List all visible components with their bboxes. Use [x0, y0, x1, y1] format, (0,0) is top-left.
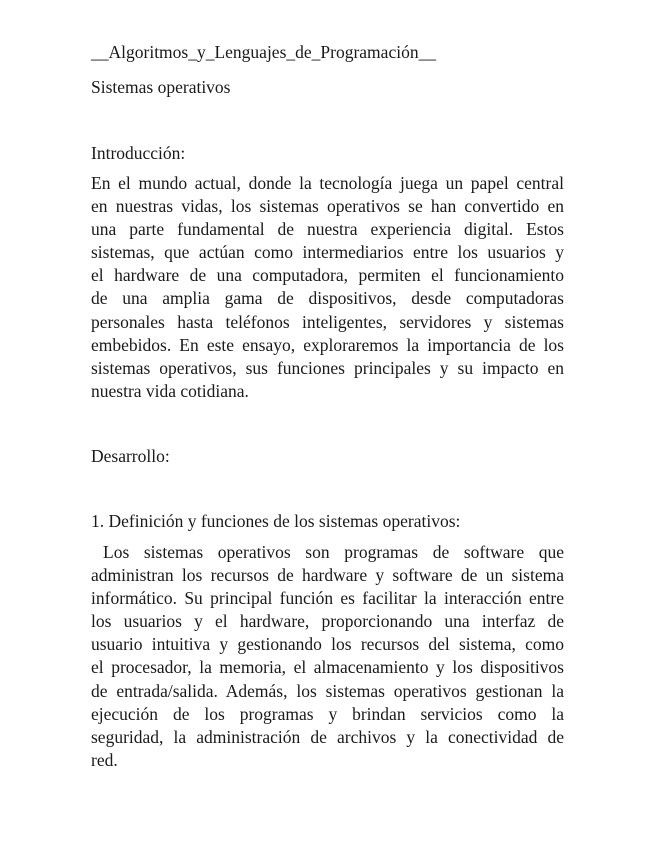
section-heading-introduccion: Introducción:	[91, 143, 186, 163]
paragraph-line: de entrada/salida. Además, los sistemas operativos gestionan la	[91, 680, 564, 701]
paragraph-line: nuestra vida cotidiana.	[91, 380, 249, 401]
paragraph-line: red.	[91, 749, 118, 770]
paragraph-line: En el mundo actual, donde la tecnología juega un papel central	[91, 173, 564, 193]
paragraph-line: administran los recursos de hardware y software de un sistema	[91, 565, 564, 586]
paragraph-line: el procesador, la memoria, el almacenamiento y los dispositivos	[91, 657, 564, 678]
section-heading-definicion: 1. Definición y funciones de los sistemas operativos:	[91, 511, 461, 531]
paragraph-line: seguridad, la administración de archivos y la conectividad de	[91, 726, 564, 747]
paragraph-line: ejecución de los programas y brindan servicios como la	[91, 703, 564, 724]
paragraph-line: informático. Su principal función es facilitar la interacción entre	[91, 588, 564, 609]
document-subtitle: Sistemas operativos	[91, 77, 231, 97]
paragraph-line: usuario intuitiva y gestionando los recursos del sistema, como	[91, 634, 564, 655]
paragraph-line: sistemas, que actúan como intermediarios entre los usuarios y	[91, 242, 564, 263]
paragraph-line: sistemas operativos, sus funciones principales y su impacto en	[91, 357, 564, 378]
paragraph-introduccion	[91, 172, 564, 403]
document-title: __Algoritmos_y_Lenguajes_de_Programación__	[91, 42, 437, 62]
paragraph-definicion	[91, 541, 564, 772]
section-heading-desarrollo: Desarrollo:	[91, 446, 170, 466]
paragraph-line: de una amplia gama de dispositivos, desde computadoras	[91, 288, 564, 309]
paragraph-line: los usuarios y el hardware, proporcionando una interfaz de	[91, 611, 564, 632]
paragraph-line: en nuestras vidas, los sistemas operativos se han convertido en	[91, 196, 564, 217]
paragraph-line: una parte fundamental de nuestra experiencia digital. Estos	[91, 219, 564, 240]
paragraph-line: Los sistemas operativos son programas de software que	[103, 542, 564, 562]
paragraph-line: personales hasta teléfonos inteligentes, servidores y sistemas	[91, 311, 564, 332]
paragraph-line: el hardware de una computadora, permiten el funcionamiento	[91, 265, 564, 286]
paragraph-line: embebidos. En este ensayo, exploraremos la importancia de los	[91, 334, 564, 355]
